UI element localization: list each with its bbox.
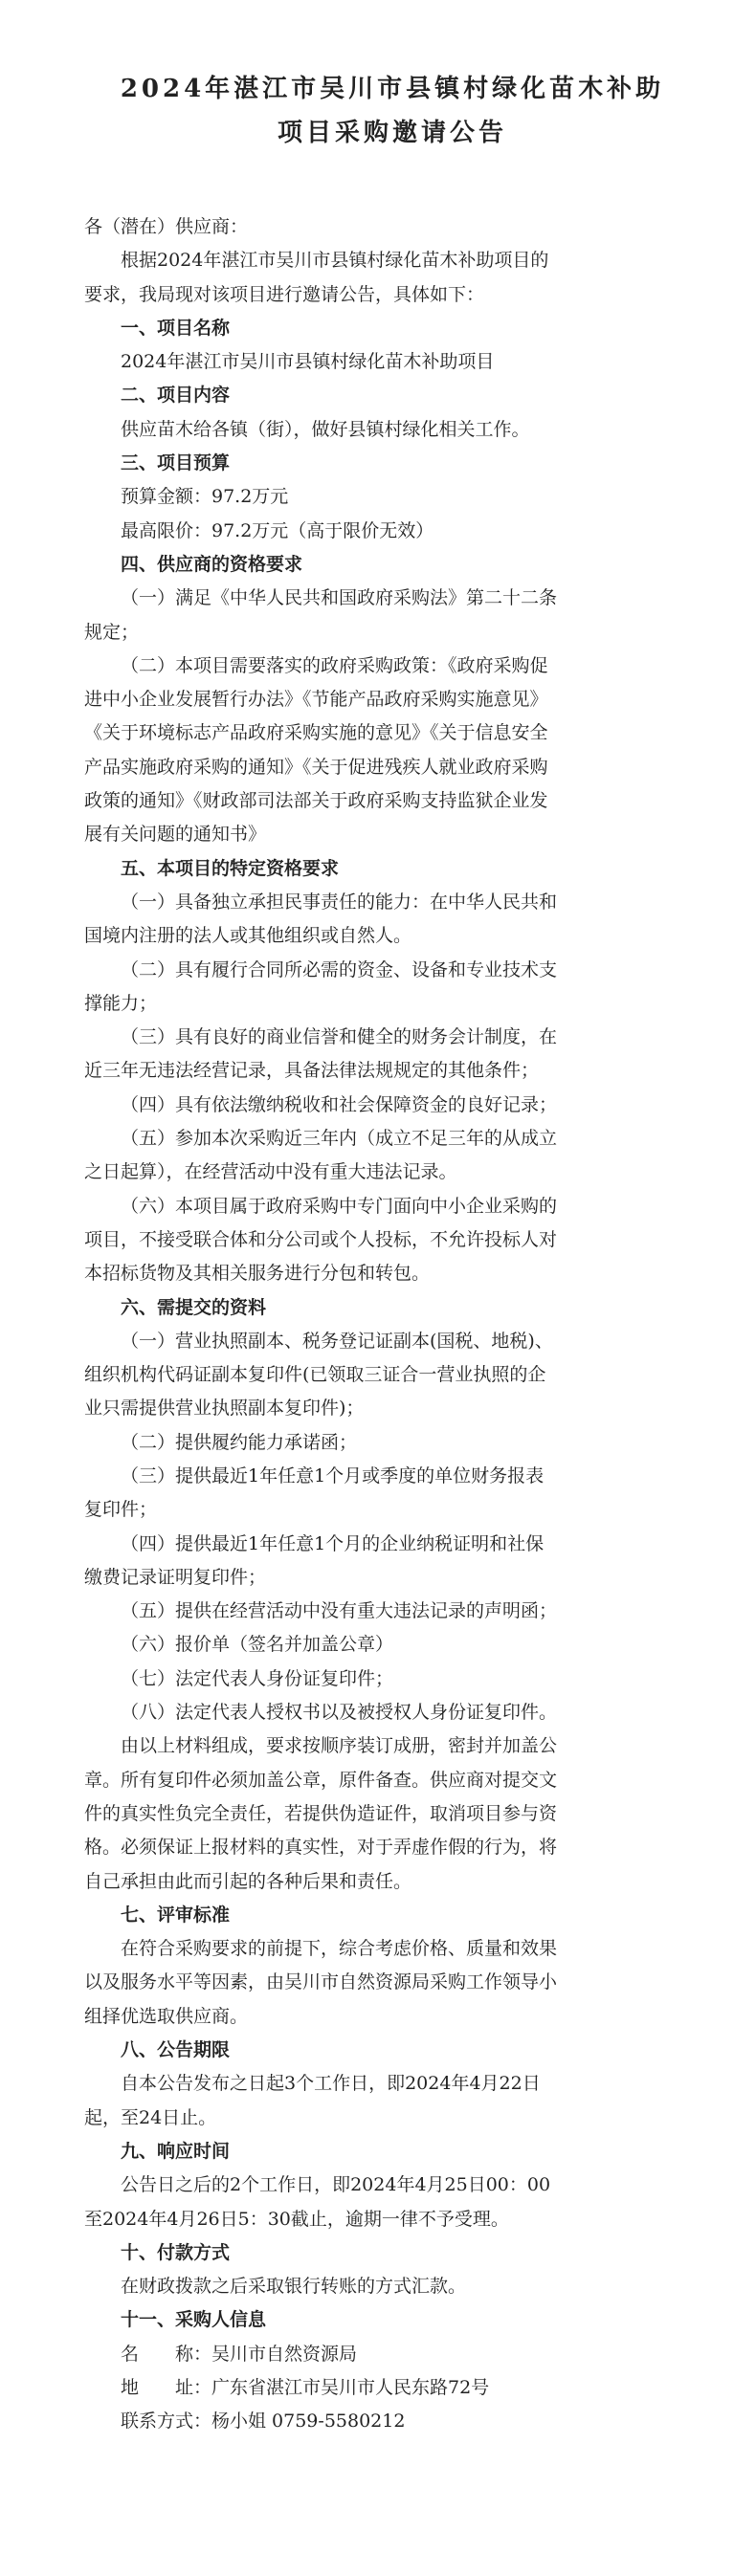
paragraph-line: 产品实施政府采购的通知》《关于促进残疾人就业政府采购 [84, 756, 548, 778]
paragraph-line: （一）满足《中华人民共和国政府采购法》第二十二条 [121, 587, 558, 609]
paragraph-line: 联系方式：杨小姐 0759-5580212 [121, 2411, 406, 2433]
paragraph-line: 格。必须保证上报材料的真实性，对于弄虚作假的行为，将 [84, 1837, 558, 1859]
section-heading: 二、项目内容 [121, 385, 231, 407]
paragraph-line: 规定； [84, 621, 140, 643]
paragraph-line: （五）提供在经营活动中没有重大违法记录的声明函； [121, 1600, 558, 1622]
paragraph-line: 由以上材料组成，要求按顺序装订成册，密封并加盖公 [121, 1735, 558, 1757]
paragraph-line: （六）报价单（签名并加盖公章） [121, 1634, 394, 1656]
document-title [84, 67, 700, 155]
paragraph-line: 起，至24日止。 [84, 2106, 217, 2128]
paragraph-line: （八）法定代表人授权书以及被授权人身份证复印件。 [121, 1702, 558, 1724]
paragraph-line: 自本公告发布之日起3个工作日，即2024年4月22日 [121, 2073, 541, 2095]
paragraph-line: 国境内注册的法人或其他组织或自然人。 [84, 925, 412, 947]
section-heading: 九、响应时间 [121, 2140, 231, 2162]
paragraph-line: 至2024年4月26日5：30截止，逾期一律不予受理。 [84, 2208, 509, 2230]
paragraph-line: （二）具有履行合同所必需的资金、设备和专业技术支 [121, 958, 558, 980]
paragraph-line: 近三年无违法经营记录，具备法律法规规定的其他条件； [84, 1060, 540, 1082]
paragraph-line: 项目，不接受联合体和分公司或个人投标，不允许投标人对 [84, 1228, 558, 1250]
section-heading: 五、本项目的特定资格要求 [121, 857, 340, 879]
title-line: 项目采购邀请公告 [277, 119, 507, 147]
paragraph-line: （一）营业执照副本、税务登记证副本(国税、地税)、 [121, 1330, 553, 1352]
paragraph-line: （二）本项目需要落实的政府采购政策：《政府采购促 [121, 654, 548, 676]
paragraph-line: 供应苗木给各镇（街），做好县镇村绿化相关工作。 [121, 418, 530, 440]
paragraph-line: 撑能力； [84, 992, 158, 1014]
document-body [84, 210, 700, 2439]
paragraph-line: 本招标货物及其相关服务进行分包和转包。 [84, 1263, 431, 1285]
paragraph-line: 展有关问题的通知书》 [84, 824, 267, 846]
paragraph-line: （六）本项目属于政府采购中专门面向中小企业采购的 [121, 1195, 558, 1217]
paragraph-line: 根据2024年湛江市吴川市县镇村绿化苗木补助项目的 [121, 250, 549, 272]
section-heading: 八、公告期限 [121, 2039, 231, 2061]
paragraph-line: 组择优选取供应商。 [84, 2005, 249, 2027]
paragraph-line: （一）具备独立承担民事责任的能力：在中华人民共和 [121, 891, 558, 913]
section-heading: 七、评审标准 [121, 1904, 231, 1926]
paragraph-line: 进中小企业发展暂行办法》《节能产品政府采购实施意见》 [84, 689, 548, 711]
paragraph-line: 业只需提供营业执照副本复印件)； [84, 1398, 365, 1420]
paragraph-line: 地 址：广东省湛江市吴川市人民东路72号 [121, 2377, 490, 2398]
section-heading: 一、项目名称 [121, 317, 231, 339]
paragraph-line: 《关于环境标志产品政府采购实施的意见》《关于信息安全 [84, 722, 548, 744]
section-heading: 十、付款方式 [121, 2241, 231, 2263]
paragraph-line: （七）法定代表人身份证复印件； [121, 1667, 394, 1689]
paragraph-line: 之日起算），在经营活动中没有重大违法记录。 [84, 1161, 457, 1183]
paragraph-line: 预算金额：97.2万元 [121, 486, 289, 508]
section-heading: 四、供应商的资格要求 [121, 553, 303, 575]
paragraph-line: 缴费记录证明复印件； [84, 1566, 267, 1588]
paragraph-line: （三）提供最近1年任意1个月或季度的单位财务报表 [121, 1464, 545, 1486]
paragraph-line: （五）参加本次采购近三年内（成立不足三年的从成立 [121, 1128, 558, 1150]
paragraph-line: 2024年湛江市吴川市县镇村绿化苗木补助项目 [121, 351, 495, 373]
paragraph-line: 各（潜在）供应商： [84, 216, 249, 237]
title-line: 2024年湛江市吴川市县镇村绿化苗木补助 [120, 75, 665, 103]
paragraph-line: （四）具有依法缴纳税收和社会保障资金的良好记录； [121, 1093, 558, 1115]
paragraph-line: 件的真实性负完全责任，若提供伪造证件，取消项目参与资 [84, 1802, 558, 1824]
paragraph-line: 章。所有复印件必须加盖公章，原件备查。供应商对提交文 [84, 1769, 558, 1791]
paragraph-line: 自己承担由此而引起的各种后果和责任。 [84, 1870, 412, 1892]
paragraph-line: 在符合采购要求的前提下，综合考虑价格、质量和效果 [121, 1938, 558, 1960]
paragraph-line: 公告日之后的2个工作日，即2024年4月25日00：00 [121, 2174, 551, 2196]
section-heading: 六、需提交的资料 [121, 1296, 267, 1318]
paragraph-line: （三）具有良好的商业信誉和健全的财务会计制度，在 [121, 1026, 558, 1048]
paragraph-line: （四）提供最近1年任意1个月的企业纳税证明和社保 [121, 1532, 545, 1554]
paragraph-line: 复印件； [84, 1499, 158, 1521]
paragraph-line: 政策的通知》《财政部司法部关于政府采购支持监狱企业发 [84, 790, 548, 812]
paragraph-line: 在财政拨款之后采取银行转账的方式汇款。 [121, 2276, 467, 2298]
paragraph-line: 以及服务水平等因素，由吴川市自然资源局采购工作领导小 [84, 1971, 558, 1993]
paragraph-line: 最高限价：97.2万元（高于限价无效） [121, 519, 434, 541]
paragraph-line: 组织机构代码证副本复印件(已领取三证合一营业执照的企 [84, 1364, 546, 1386]
section-heading: 三、项目预算 [121, 452, 231, 474]
section-heading: 十一、采购人信息 [121, 2309, 267, 2331]
paragraph-line: 要求，我局现对该项目进行邀请公告，具体如下： [84, 283, 485, 305]
paragraph-line: 名 称：吴川市自然资源局 [121, 2343, 358, 2365]
paragraph-line: （二）提供履约能力承诺函； [121, 1431, 358, 1453]
